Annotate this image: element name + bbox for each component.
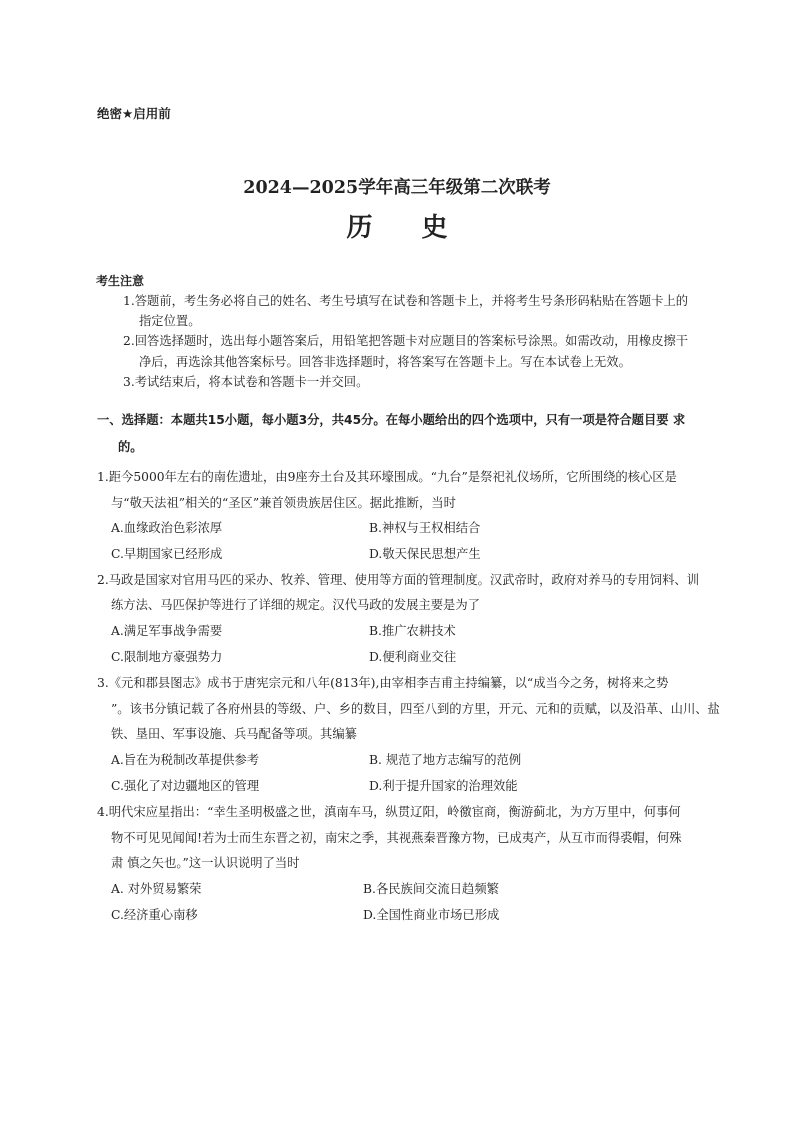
question-4-stem: 物不可见见闻闻!若为士而生东晋之初，南宋之季，其视燕秦晋豫方物，已成夷产，从互市而得裘帽，何殊 [111,831,682,845]
question-3-stem: ”。该书分镇记载了各府州县的等级、户、乡的数目，四至八到的方里，开元、元和的贡赋，以及沿革、山川、盐 [111,702,720,716]
notice-line: 2.回答选择题时，选出每小题答案后，用铅笔把答题卡对应题目的答案标号涂黑。如需改动，用橡皮擦干 [123,334,689,348]
question-2-option-c[interactable]: C.限制地方豪强势力 [111,650,223,664]
question-2-stem: 2.马政是国家对官用马匹的采办、牧养、管理、使用等方面的管理制度。汉武帝时，政府对养马的专用饲料、训 [97,573,699,587]
section-heading-cont: 的。 [118,440,143,454]
question-2-option-b[interactable]: B.推广农耕技术 [369,624,456,638]
notice-heading: 考生注意 [96,274,145,288]
subject-title: 历 史 [346,213,468,243]
question-2-option-a[interactable]: A.满足军事战争需要 [111,624,223,638]
question-3-stem: 铁、垦田、军事设施、兵马配备等项。其编纂 [111,727,357,741]
question-4-option-c[interactable]: C.经济重心南移 [111,908,198,922]
confidential-label: 绝密★启用前 [97,106,171,121]
question-4-option-d[interactable]: D.全国性商业市场已形成 [363,908,500,922]
question-3-option-a[interactable]: A.旨在为税制改革提供参考 [111,753,260,767]
exam-title: 2024—2025学年高三年级第二次联考 [243,178,551,198]
section-heading: 一、选择题：本题共15小题，每小题3分，共45分。在每小题给出的四个选项中，只有一项是符合题目要 求 [97,413,686,427]
notice-line: 指定位置。 [139,314,201,328]
question-4-stem: 肃 慎之矢也。”这一认识说明了当时 [111,856,300,870]
question-4-option-a[interactable]: A. 对外贸易繁荣 [111,882,202,896]
question-1-option-b[interactable]: B.神权与王权相结合 [369,521,481,535]
question-1-stem: 1.距今5000年左右的南佐遗址，由9座夯土台及其环壕围成。“九台”是祭祀礼仪场所，它所围绕的核心区是 [97,470,677,484]
question-1-option-a[interactable]: A.血缘政治色彩浓厚 [111,521,223,535]
notice-line: 3.考试结束后，将本试卷和答题卡一并交回。 [123,375,369,389]
question-3-option-b[interactable]: B. 规范了地方志编写的范例 [369,753,522,767]
question-1-option-d[interactable]: D.敬天保民思想产生 [369,547,481,561]
question-3-option-d[interactable]: D.利于提升国家的治理效能 [369,779,518,793]
notice-line: 1.答题前，考生务必将自己的姓名、考生号填写在试卷和答题卡上，并将考生号条形码粘贴在答题卡上的 [123,294,689,308]
question-3-stem: 3.《元和郡县图志》成书于唐宪宗元和八年(813年),由宰相李吉甫主持编纂，以“成当今之务，树将来之势 [97,676,669,690]
question-1-option-c[interactable]: C.早期国家已经形成 [111,547,223,561]
question-3-option-c[interactable]: C.强化了对边疆地区的管理 [111,779,260,793]
question-2-stem: 练方法、马匹保护等进行了详细的规定。汉代马政的发展主要是为了 [111,598,480,612]
notice-line: 净后，再选涂其他答案标号。回答非选择题时，将答案写在答题卡上。写在本试卷上无效。 [139,355,631,369]
question-2-option-d[interactable]: D.便利商业交往 [369,650,457,664]
question-4-stem: 4.明代宋应星指出：“幸生圣明极盛之世，滇南车马，纵贯辽阳，岭徼宦商，衡游蓟北，为方万里中，何事何 [97,805,681,819]
question-4-option-b[interactable]: B.各民族间交流日趋频繁 [363,882,499,896]
question-1-stem: 与“敬天法祖”相关的“圣区”兼首领贵族居住区。据此推断，当时 [111,496,456,510]
